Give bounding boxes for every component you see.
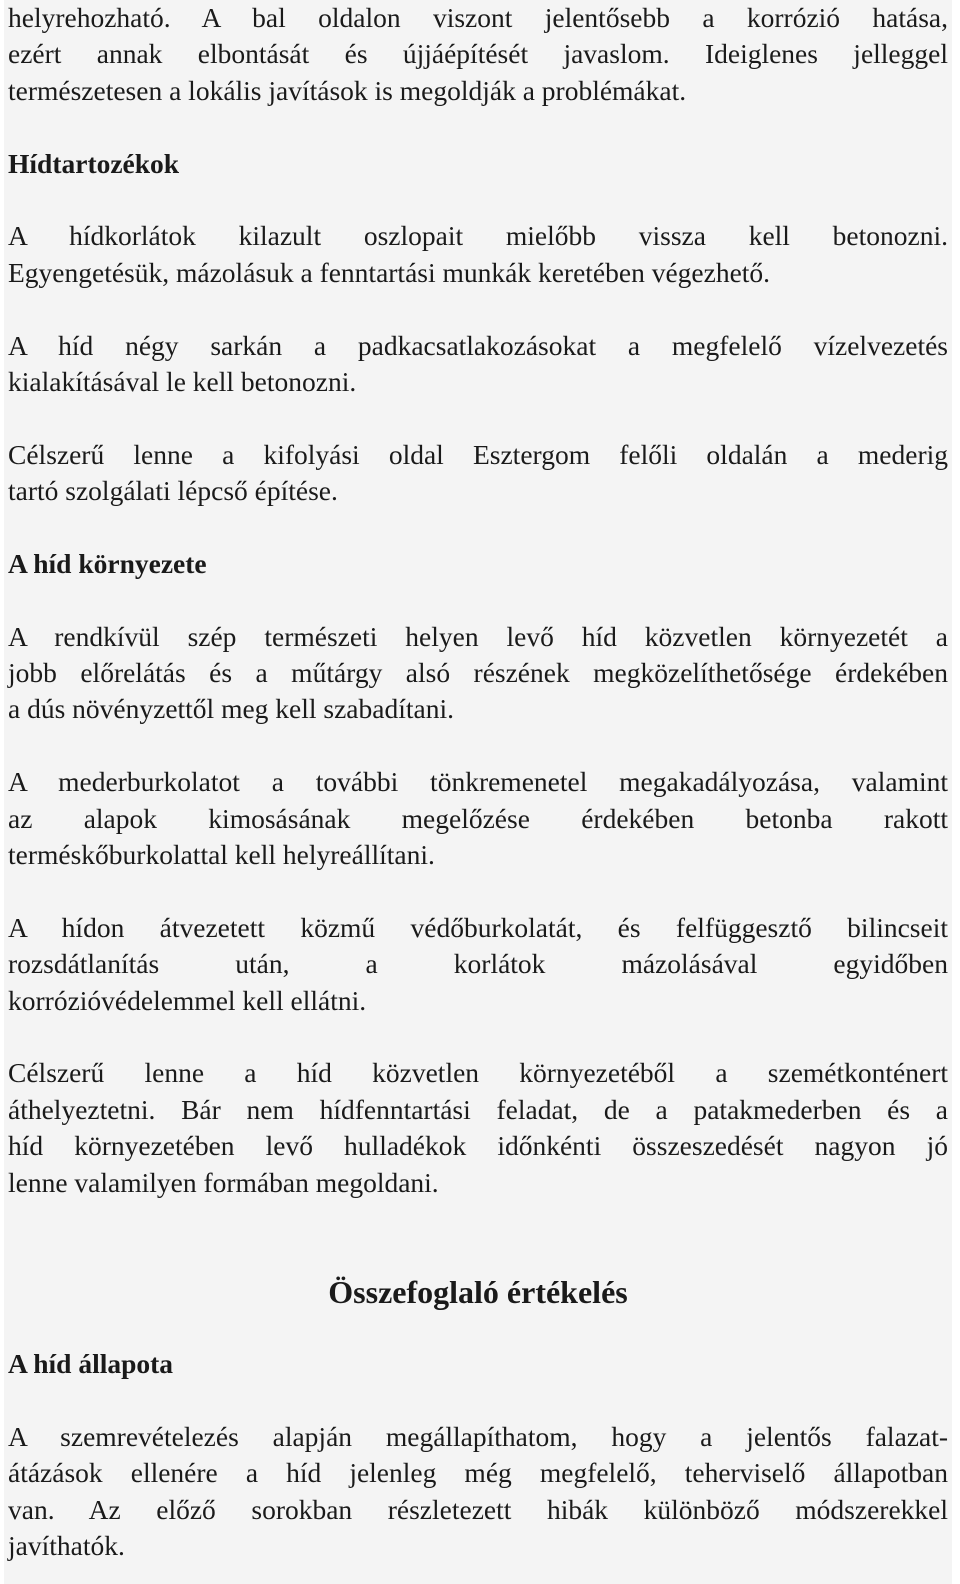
spacer xyxy=(4,400,952,436)
paragraph-kozmu xyxy=(4,910,952,1019)
paragraph-sarkak xyxy=(4,328,952,401)
text-line: lenne valamilyen formában megoldani. xyxy=(8,1166,439,1198)
text-line: az alapok kimosásának megelőzése érdekében betonba rakott xyxy=(8,802,948,834)
spacer xyxy=(4,182,952,218)
text-line: kialakításával le kell betonozni. xyxy=(8,365,357,397)
text-line: híd környezetében levő hulladékok időnkénti összeszedését nagyon jó xyxy=(8,1130,948,1162)
text-line: A szemrevételezés alapján megállapíthatom, hogy a jelentős falazat- xyxy=(8,1420,948,1452)
text-line: A rendkívül szép természeti helyen levő híd közvetlen környezetét a xyxy=(8,620,948,652)
paragraph-korlatok xyxy=(4,218,952,291)
text-line: átázások ellenére a híd jelenleg még megfelelő, teherviselő állapotban xyxy=(8,1457,948,1489)
paragraph-novenyzet xyxy=(4,619,952,728)
text-line: a dús növényzettől meg kell szabadítani. xyxy=(8,693,454,725)
spacer xyxy=(4,582,952,618)
text-line: javíthatók. xyxy=(8,1530,125,1562)
paragraph-mederburkolat xyxy=(4,764,952,873)
text-line: A hídkorlátok kilazult oszlopait mielőbb vissza kell betonozni. xyxy=(8,220,948,252)
heading-allapot: A híd állapota xyxy=(8,1348,174,1380)
text-line: A híd négy sarkán a padkacsatlakozásokat a megfelelő vízelvezetés xyxy=(8,329,948,361)
paragraph-allapot xyxy=(4,1419,952,1565)
paragraph-lepcso xyxy=(4,437,952,510)
paragraph-szemet xyxy=(4,1055,952,1201)
spacer xyxy=(4,1237,952,1273)
text-line: van. Az előző sorokban részletezett hibák különböző módszerekkel xyxy=(8,1493,948,1525)
spacer xyxy=(4,109,952,145)
text-line: jobb előrelátás és a műtárgy alsó részének megközelíthetősége érdekében xyxy=(8,657,948,689)
text-line: helyrehozható. A bal oldalon viszont jelentősebb a korrózió hatása, xyxy=(8,2,948,33)
text-line: tartó szolgálati lépcső építése. xyxy=(8,475,338,507)
text-line: Egyengetésük, mázolásuk a fenntartási munkák keretében végezhető. xyxy=(8,256,771,288)
text-line: Célszerű lenne a híd közvetlen környezetéből a szemétkonténert xyxy=(8,1057,948,1089)
spacer xyxy=(4,291,952,327)
heading-kornyezet: A híd környezete xyxy=(8,547,207,579)
text-line: ezért annak elbontását és újjáépítését javaslom. Ideiglenes jelleggel xyxy=(8,38,948,70)
spacer xyxy=(4,728,952,764)
section-title: Összefoglaló értékelés xyxy=(328,1273,628,1310)
spacer xyxy=(4,509,952,545)
heading-hidtartozekok: Hídtartozékok xyxy=(8,147,180,179)
paragraph-intro xyxy=(4,0,952,109)
spacer xyxy=(4,1201,952,1237)
text-line: terméskőburkolattal kell helyreállítani. xyxy=(8,838,435,870)
text-line: Célszerű lenne a kifolyási oldal Esztergom felőli oldalán a mederig xyxy=(8,438,948,470)
text-line: áthelyeztetni. Bár nem hídfenntartási feladat, de a patakmederben és a xyxy=(8,1093,948,1125)
spacer xyxy=(4,1019,952,1055)
text-line: rozsdátlanítás után, a korlátok mázolásával egyidőben xyxy=(8,948,948,980)
spacer xyxy=(4,873,952,909)
spacer xyxy=(4,1382,952,1418)
text-line: természetesen a lokális javítások is megoldják a problémákat. xyxy=(8,74,687,106)
text-line: A hídon átvezetett közmű védőburkolatát, és felfüggesztő bilincseit xyxy=(8,911,948,943)
text-line: korrózióvédelemmel kell ellátni. xyxy=(8,984,367,1016)
spacer xyxy=(4,1310,952,1346)
text-line: A mederburkolatot a további tönkremenetel megakadályozása, valamint xyxy=(8,766,948,798)
document-page xyxy=(4,0,952,1584)
